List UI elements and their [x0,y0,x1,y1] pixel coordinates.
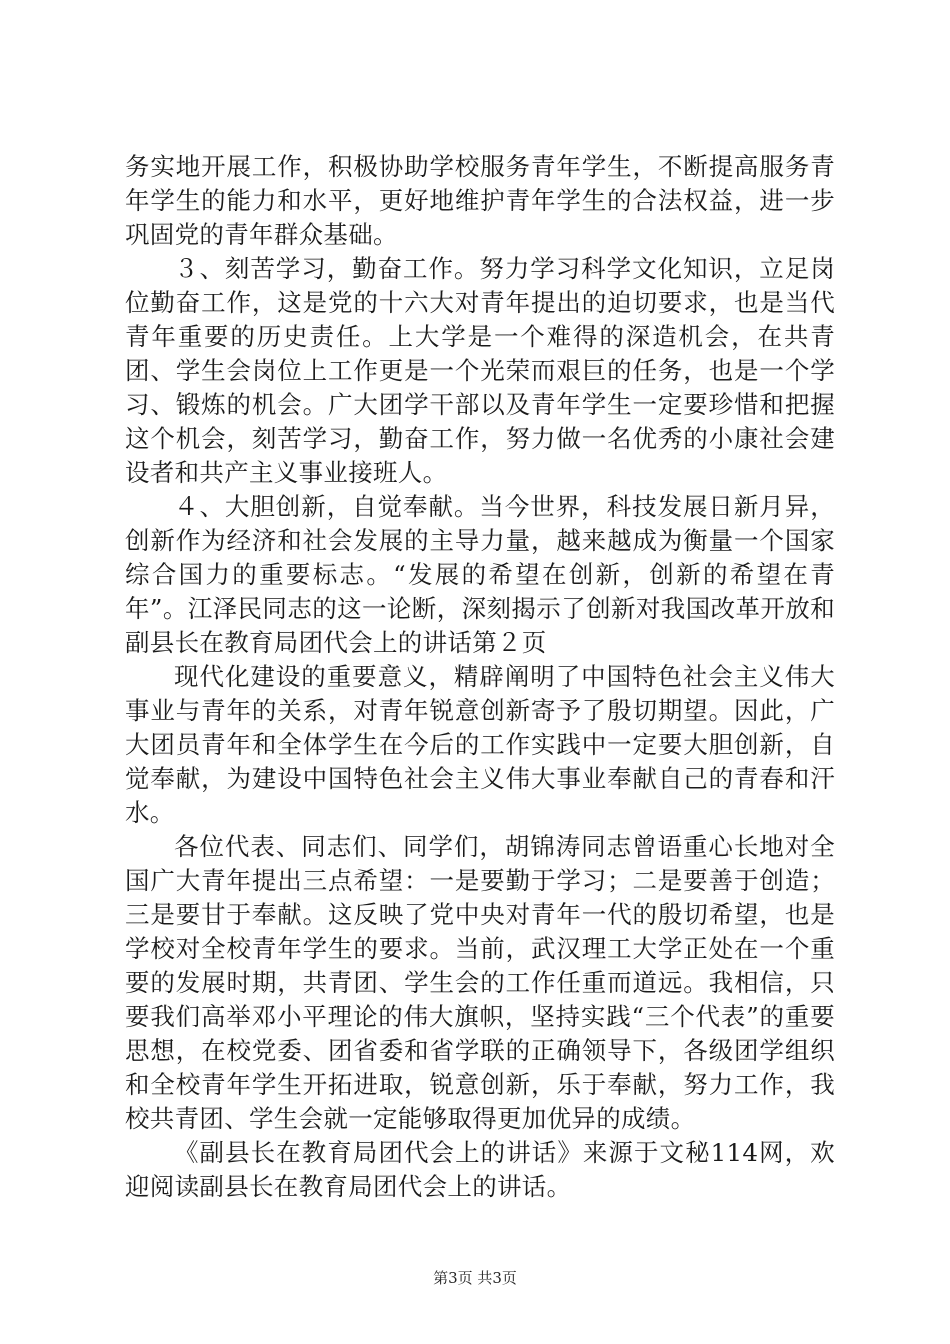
page-footer: 第3页 共3页 [433,1269,517,1287]
paragraph-continuation: 务实地开展工作，积极协助学校服务青年学生，不断提高服务青年学生的能力和水平，更好地维护青年学生的合法权益，进一步巩固党的青年群众基础。 [125,152,835,249]
paragraph-point-4: ４、大胆创新，自觉奉献。当今世界，科技发展日新月异，创新作为经济和社会发展的主导力量，越来越成为衡量一个国家综合国力的重要标志。“发展的希望在创新，创新的希望在青年”。江泽民同志的这一论断，深刻揭示了创新对我国改革开放和副县长在教育局团代会上的讲话第２页 [125,492,835,657]
paragraph-source-note: 《副县长在教育局团代会上的讲话》来源于文秘114网，欢迎阅读副县长在教育局团代会上的讲话。 [125,1138,835,1201]
document-body [125,150,835,1204]
paragraph-point-3: ３、刻苦学习，勤奋工作。努力学习科学文化知识，立足岗位勤奋工作，这是党的十六大对青年提出的迫切要求，也是当代青年重要的历史责任。上大学是一个难得的深造机会，在共青团、学生会岗位上工作更是一个光荣而艰巨的任务，也是一个学习、锻炼的机会。广大团学干部以及青年学生一定要珍惜和把握这个机会，刻苦学习，勤奋工作，努力做一名优秀的小康社会建设者和共产主义事业接班人。 [125,254,835,487]
paragraph-modernization: 现代化建设的重要意义，精辟阐明了中国特色社会主义伟大事业与青年的关系，对青年锐意创新寄予了殷切期望。因此，广大团员青年和全体学生在今后的工作实践中一定要大胆创新，自觉奉献，为建设中国特色社会主义伟大事业奉献自己的青春和汗水。 [125,662,835,827]
paragraph-closing: 各位代表、同志们、同学们，胡锦涛同志曾语重心长地对全国广大青年提出三点希望：一是要勤于学习；二是要善于创造；三是要甘于奉献。这反映了党中央对青年一代的殷切希望，也是学校对全校青年学生的要求。当前，武汉理工大学正处在一个重要的发展时期，共青团、学生会的工作任重而道远。我相信，只要我们高举邓小平理论的伟大旗帜，坚持实践“三个代表”的重要思想，在校党委、团省委和省学联的正确领导下，各级团学组织和全校青年学生开拓进取，锐意创新，乐于奉献，努力工作，我校共青团、学生会就一定能够取得更加优异的成绩。 [125,832,835,1133]
